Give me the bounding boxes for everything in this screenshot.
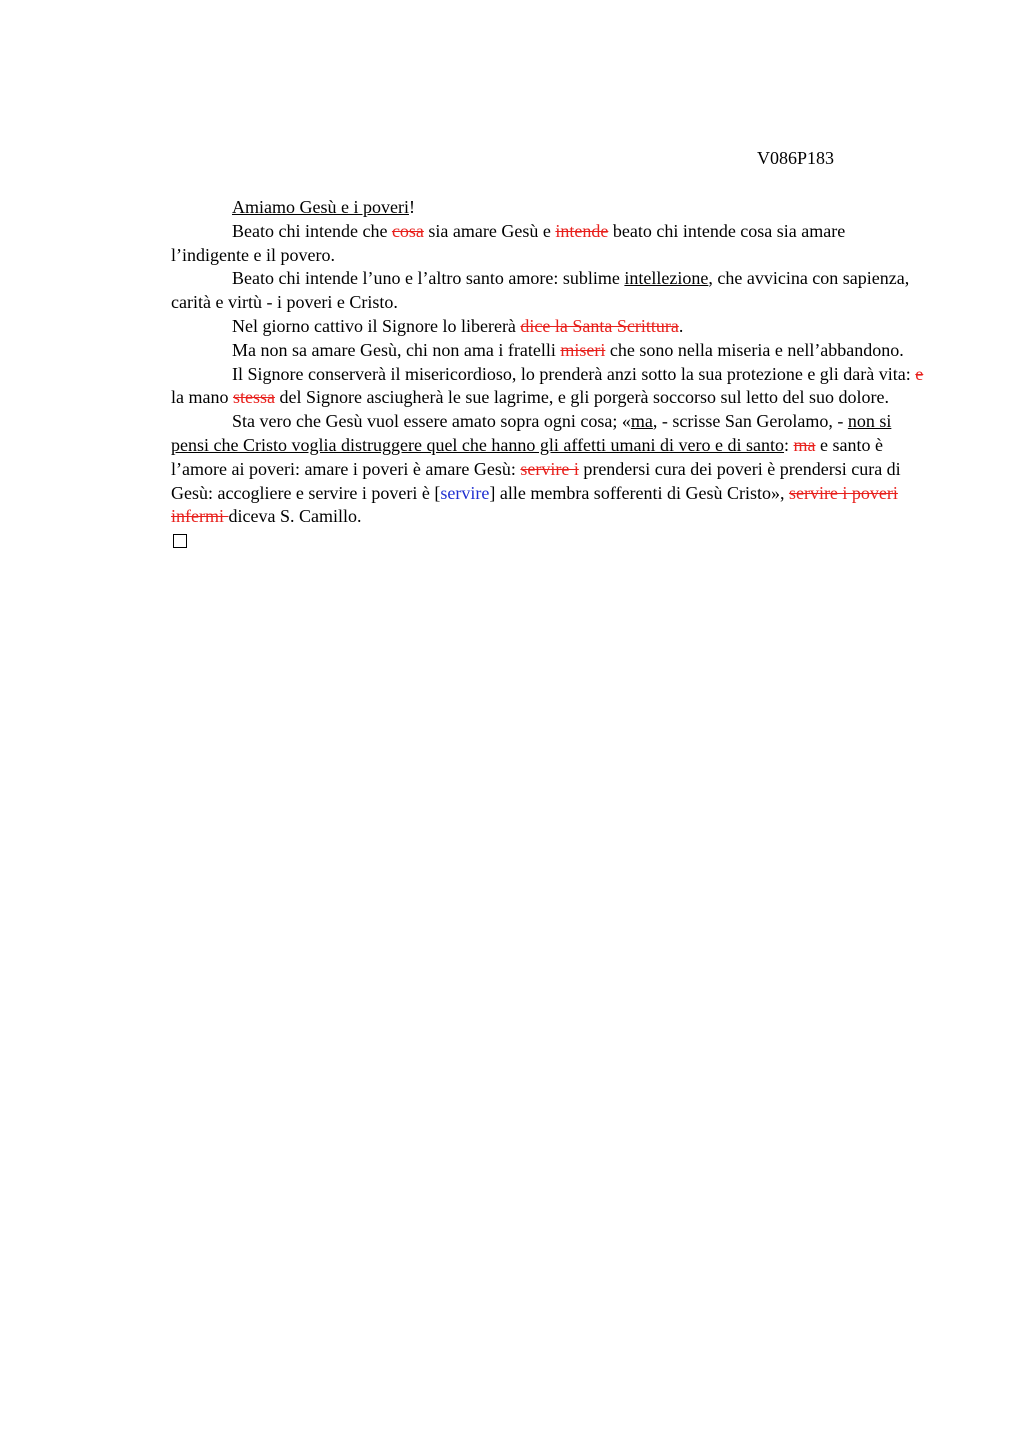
paragraph-1 xyxy=(171,220,927,268)
paragraph-3 xyxy=(171,315,927,339)
text: la mano xyxy=(171,387,233,408)
text: , - scrisse San Gerolamo, - xyxy=(652,411,848,432)
text: beato chi intende cosa sia amare l’indigente e il povero. xyxy=(171,220,846,265)
text: Il Signore conserverà il misericordioso, lo prenderà anzi sotto la sua protezione e gli darà vita: xyxy=(232,363,916,384)
deletion: miseri xyxy=(560,339,606,360)
deletion: dice la Santa Scrittura xyxy=(520,315,679,336)
text: Beato chi intende che xyxy=(232,220,392,241)
paragraph-4 xyxy=(171,339,927,363)
title-line xyxy=(171,196,927,220)
text: Sta vero che Gesù vuol essere amato sopra ogni cosa; « xyxy=(232,411,631,432)
paragraph-5 xyxy=(171,363,927,411)
paragraph-6 xyxy=(171,410,927,529)
end-of-text-box-icon xyxy=(173,534,187,548)
text: sia amare Gesù e xyxy=(423,220,556,241)
text: Ma non sa amare Gesù, chi non ama i fratelli xyxy=(232,339,561,360)
deletion: ma xyxy=(793,434,816,455)
document-body xyxy=(171,196,927,548)
text: ] alle membra sofferenti di Gesù Cristo», xyxy=(489,482,789,503)
deletion: stessa xyxy=(232,387,275,408)
text: Nel giorno cattivo il Signore lo libererà xyxy=(232,315,521,336)
text: diceva S. Camillo. xyxy=(228,506,362,527)
deletion: servire i poveri infermi xyxy=(171,482,898,527)
title-punct: ! xyxy=(408,197,415,217)
text: del Signore asciugherà le sue lagrime, e gli porgerà soccorso sul letto del suo dolore. xyxy=(274,387,889,408)
page-id: V086P183 xyxy=(757,148,835,168)
deletion: cosa xyxy=(391,220,424,241)
underlined-text: ma xyxy=(630,411,653,432)
text: . xyxy=(678,315,684,336)
deletion: e xyxy=(915,363,924,384)
paragraph-2 xyxy=(171,267,927,315)
text: e santo è l’amore ai poveri: amare i poveri è amare Gesù: xyxy=(171,434,884,479)
text: che sono nella miseria e nell’abbandono. xyxy=(605,339,904,360)
deletion: intende xyxy=(555,220,609,241)
text: , che avvicina con sapienza, carità e virtù - i poveri e Cristo. xyxy=(171,268,910,313)
text: : xyxy=(784,434,794,455)
underlined-text: intellezione xyxy=(624,268,709,289)
deletion: servire i xyxy=(520,458,579,479)
insertion: servire xyxy=(440,482,490,503)
title: Amiamo Gesù e i poveri xyxy=(232,197,409,217)
text: prendersi cura dei poveri è prendersi cura di Gesù: accogliere e servire i poveri è [ xyxy=(171,458,901,503)
underlined-quote: non si pensi che Cristo voglia distruggere quel che hanno gli affetti umani di vero e di santo xyxy=(171,411,892,455)
text: Beato chi intende l’uno e l’altro santo amore: sublime xyxy=(232,268,625,289)
